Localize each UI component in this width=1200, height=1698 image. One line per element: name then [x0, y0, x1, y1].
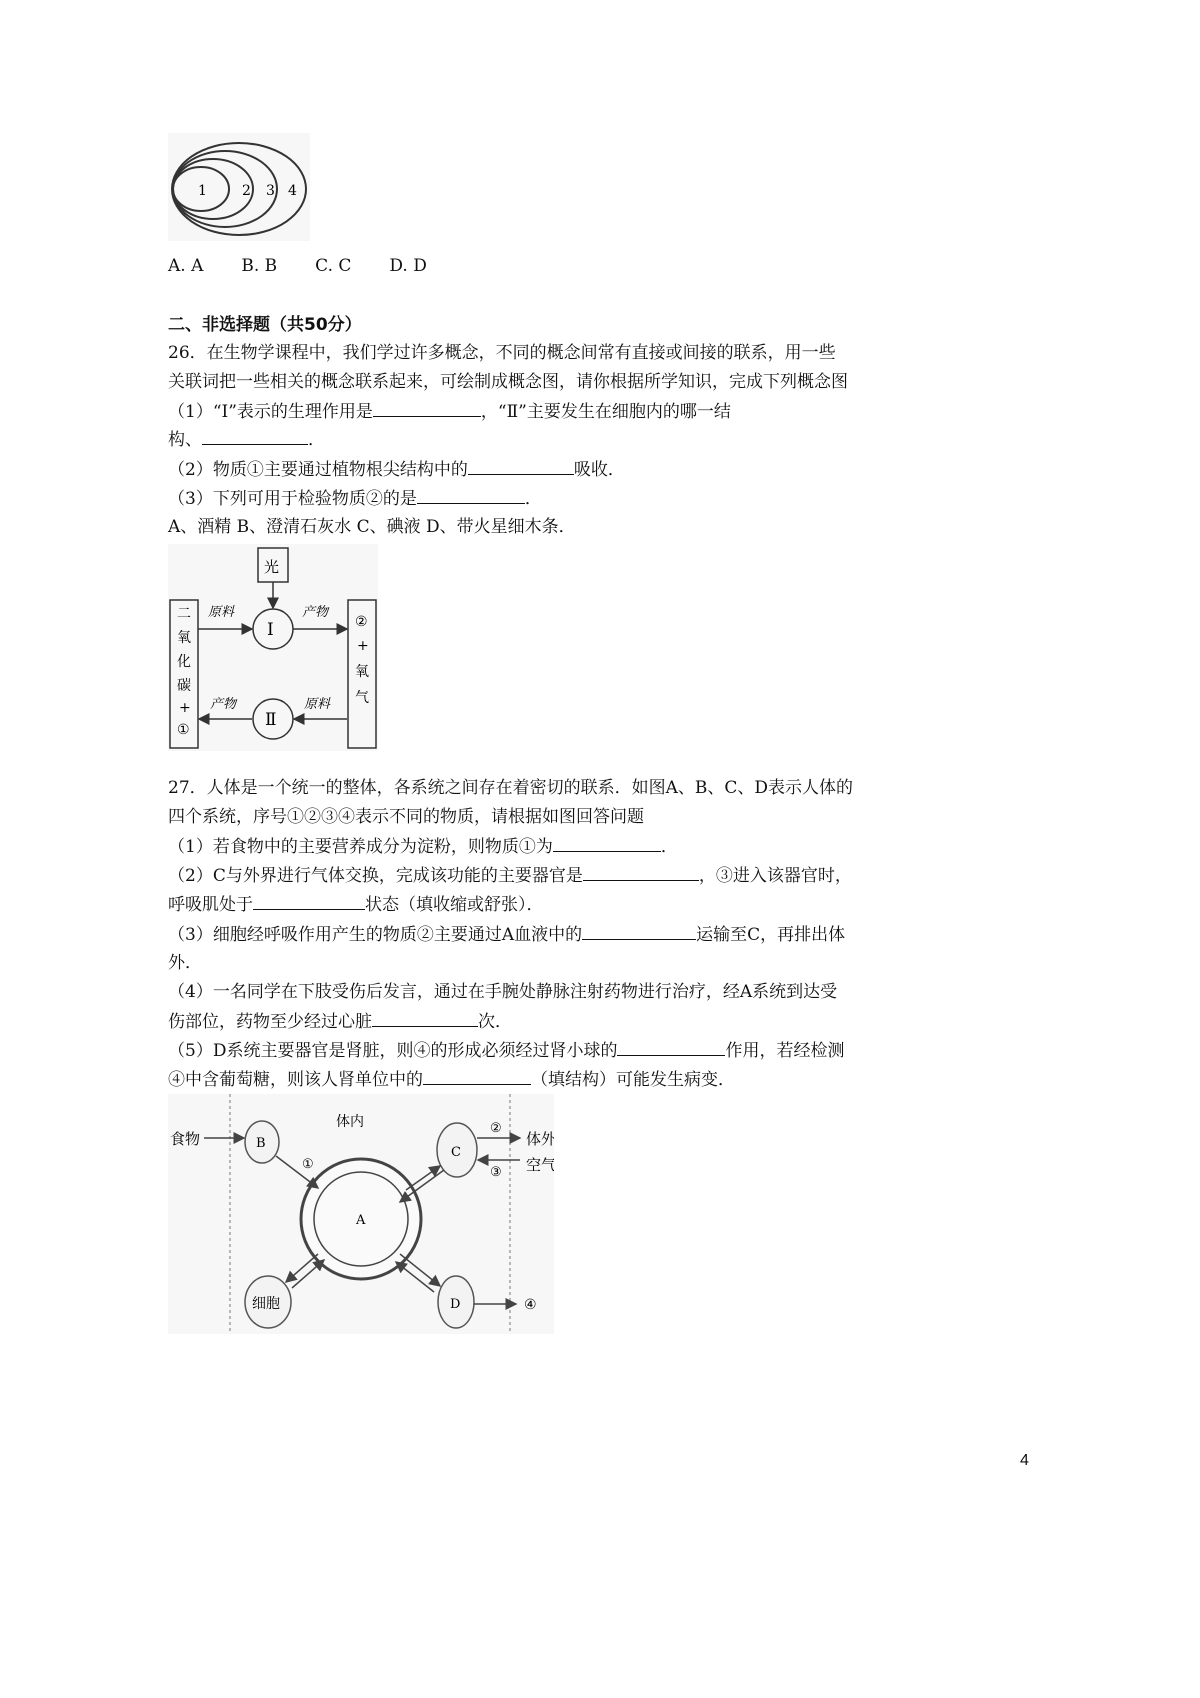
material-4-label: ④: [524, 1297, 537, 1313]
q27-part-4-cont: 伤部位，药物至少经过心脏 次．: [168, 1012, 512, 1032]
q27-part-5: （5）D系统主要器官是肾脏，则④的形成必须经过肾小球的 作用，若经检测: [168, 1041, 845, 1061]
material-3-label: ③: [490, 1165, 502, 1180]
q27-part-4: （4）一名同学在下肢受伤后发言，通过在手腕处静脉注射药物进行治疗，经A系统到达受: [168, 982, 838, 1002]
concept-map-figure: [168, 544, 378, 751]
inside-label: 体内: [336, 1114, 364, 1130]
q26-part-2: （2）物质①主要通过植物根尖结构中的 吸收．: [168, 460, 625, 480]
answer-blank[interactable]: [417, 487, 525, 504]
concept-map-svg: [168, 544, 378, 751]
q27-part-3: （3）细胞经呼吸作用产生的物质②主要通过A血液中的 运输至C，再排出体: [168, 925, 846, 945]
body-systems-figure: [168, 1094, 554, 1334]
right-box-label: ② +氧气: [355, 614, 369, 706]
q26-stem-line-2: 关联词把一些相关的概念联系起来，可绘制成概念图，请你根据所学知识，完成下列概念图: [168, 372, 848, 392]
q26-part-1: （1）“Ⅰ”表示的生理作用是 ，“Ⅱ”主要发生在细胞内的哪一结: [168, 402, 731, 422]
label-product-top: 产物: [302, 605, 329, 620]
q27-stem-line-1: 27．人体是一个统一的整体，各系统之间存在着密切的联系．如图A、B、C、D表示人体的: [168, 778, 854, 798]
ellipse-label-1: 1: [198, 183, 207, 199]
node-a-label: A: [356, 1213, 366, 1228]
answer-blank[interactable]: [372, 1010, 478, 1027]
q26-options: A、酒精 B、澄清石灰水 C、碘液 D、带火星细木条．: [168, 517, 576, 537]
choice-b[interactable]: B. B: [241, 256, 278, 276]
section-title: 二、非选择题（共50分）: [168, 315, 362, 335]
ellipse-label-4: 4: [288, 183, 297, 199]
q26-part-3: （3）下列可用于检验物质②的是 ．: [168, 489, 542, 509]
body-systems-svg: [168, 1094, 554, 1334]
answer-blank[interactable]: [553, 835, 661, 852]
cell-label: 细胞: [252, 1296, 280, 1312]
q27-part-5-cont: ④中含葡萄糖，则该人肾单位中的 （填结构）可能发生病变．: [168, 1070, 735, 1090]
ellipse-label-3: 3: [266, 183, 275, 199]
choice-a[interactable]: A. A: [168, 256, 204, 276]
answer-blank[interactable]: [582, 923, 696, 940]
q26-part-1-cont: 构、 ．: [168, 430, 325, 450]
node-1-label: Ⅰ: [267, 620, 274, 640]
label-product-bottom: 产物: [210, 697, 237, 712]
answer-blank[interactable]: [617, 1039, 725, 1056]
air-label: 空气: [526, 1156, 554, 1174]
outside-label: 体外: [526, 1130, 554, 1148]
light-box-label: 光: [264, 558, 280, 576]
ellipse-label-2: 2: [242, 183, 251, 199]
answer-blank[interactable]: [468, 458, 574, 475]
left-box-label: 二氧化碳+ ①: [177, 606, 191, 738]
answer-blank[interactable]: [583, 864, 699, 881]
q27-stem-line-2: 四个系统，序号①②③④表示不同的物质，请根据如图回答问题: [168, 807, 644, 827]
choice-c[interactable]: C. C: [315, 256, 352, 276]
node-d-label: D: [450, 1297, 461, 1312]
node-b-label: B: [256, 1136, 266, 1151]
node-c-label: C: [451, 1145, 461, 1160]
q27-part-2-cont: 呼吸肌处于 状态（填收缩或舒张）．: [168, 895, 544, 915]
q26-stem-line-1: 26．在生物学课程中，我们学过许多概念，不同的概念间常有直接或间接的联系，用一些: [168, 343, 836, 363]
material-1-label: ①: [302, 1157, 314, 1172]
nested-ellipse-figure: [168, 133, 310, 241]
answer-blank[interactable]: [253, 893, 365, 910]
choice-d[interactable]: D. D: [389, 256, 427, 276]
answer-blank[interactable]: [202, 428, 308, 445]
q27-part-2: （2）C与外界进行气体交换，完成该功能的主要器官是 ，③进入该器官时，: [168, 866, 852, 886]
label-raw-top: 原料: [208, 605, 235, 620]
q27-part-3-cont: 外．: [168, 953, 202, 973]
answer-blank[interactable]: [373, 400, 481, 417]
q27-part-1: （1）若食物中的主要营养成分为淀粉，则物质①为 ．: [168, 837, 678, 857]
answer-blank[interactable]: [423, 1068, 531, 1085]
material-2-label: ②: [490, 1121, 502, 1136]
page-number: 4: [1020, 1452, 1029, 1469]
label-raw-bottom: 原料: [304, 697, 331, 712]
nested-ellipse-svg: [168, 133, 310, 241]
food-label: 食物: [170, 1130, 201, 1148]
node-2-label: Ⅱ: [265, 710, 277, 730]
answer-choices: [168, 255, 465, 277]
